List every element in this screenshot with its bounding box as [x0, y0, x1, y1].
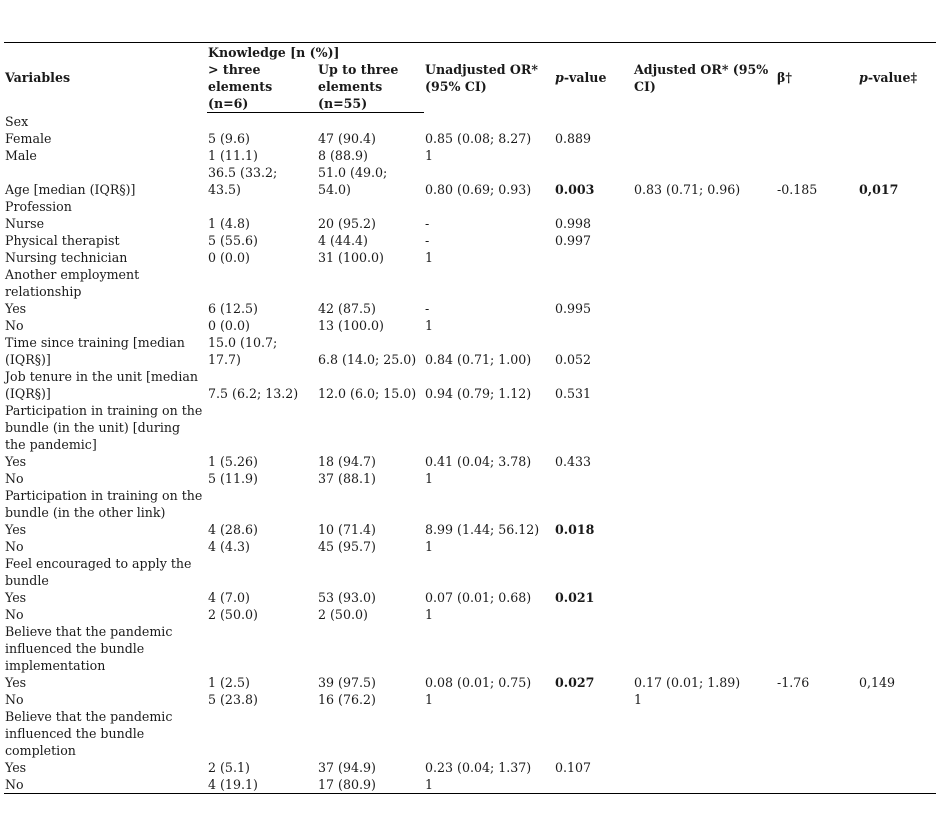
- cell-unadjusted-or: [424, 555, 554, 589]
- cell-unadjusted-or: -: [425, 215, 430, 231]
- cell-beta: [776, 113, 858, 130]
- cell-variable: Believe that the pandemic influenced the bundle completion: [5, 708, 173, 758]
- cell-p-value: 0.531: [555, 385, 592, 401]
- cell-beta: [776, 215, 858, 232]
- cell-p-value-adjusted: [858, 470, 936, 487]
- cell-up-to-three: 37 (94.9): [318, 759, 376, 775]
- table-row: [4, 623, 936, 674]
- cell-adjusted-or: 0.83 (0.71; 0.96): [634, 181, 741, 197]
- cell-adjusted-or: [633, 453, 776, 470]
- cell-p-value-adjusted: [858, 623, 936, 674]
- cell-p-value: 0.003: [555, 181, 595, 197]
- cell-gt-three: 1 (11.1): [208, 147, 258, 163]
- cell-unadjusted-or: 0.23 (0.04; 1.37): [425, 759, 532, 775]
- cell-p-value-adjusted: [858, 402, 936, 453]
- cell-adjusted-or: [633, 266, 776, 300]
- cell-p-value: [554, 776, 633, 794]
- cell-p-value: 0.995: [555, 300, 592, 316]
- cell-variable: Nursing technician: [5, 249, 128, 265]
- cell-gt-three: [207, 402, 317, 453]
- cell-gt-three: 1 (4.8): [208, 215, 250, 231]
- cell-up-to-three: [317, 623, 424, 674]
- cell-beta: [776, 759, 858, 776]
- table-row: [4, 776, 936, 794]
- cell-p-value-adjusted: [858, 232, 936, 249]
- cell-adjusted-or: [633, 623, 776, 674]
- cell-p-value: 0.107: [555, 759, 592, 775]
- cell-adjusted-or: 1: [634, 691, 643, 707]
- cell-unadjusted-or: 1: [425, 606, 434, 622]
- cell-beta: [776, 708, 858, 759]
- cell-gt-three: 4 (19.1): [207, 776, 317, 794]
- cell-p-value-adjusted: 0,017: [859, 181, 899, 197]
- cell-up-to-three: 13 (100.0): [318, 317, 384, 333]
- table-row: [4, 470, 936, 487]
- cell-variable: Profession: [5, 198, 72, 214]
- cell-unadjusted-or: 1: [425, 317, 434, 333]
- table-row: [4, 249, 936, 266]
- header-knowledge: Knowledge [n (%)]: [207, 43, 424, 62]
- cell-gt-three: 15.0 (10.7; 17.7): [208, 334, 278, 367]
- cell-p-value: 0.021: [555, 589, 595, 605]
- cell-adjusted-or: [633, 555, 776, 589]
- table-row: [4, 232, 936, 249]
- cell-beta: [776, 487, 858, 521]
- cell-variable: Participation in training on the bundle (in the other link): [5, 487, 203, 520]
- cell-up-to-three: [317, 555, 424, 589]
- cell-gt-three: 5 (9.6): [208, 130, 250, 146]
- cell-beta: [776, 300, 858, 317]
- cell-p-value: [554, 691, 633, 708]
- cell-beta: [776, 368, 858, 402]
- cell-beta: [776, 776, 858, 794]
- cell-beta: [776, 317, 858, 334]
- cell-up-to-three: 53 (93.0): [318, 589, 376, 605]
- cell-unadjusted-or: 1: [425, 538, 434, 554]
- table-row: [4, 113, 936, 130]
- cell-p-value-adjusted: [858, 759, 936, 776]
- cell-beta: [776, 402, 858, 453]
- cell-beta: [776, 334, 858, 368]
- table-row: [4, 691, 936, 708]
- cell-adjusted-or: [633, 470, 776, 487]
- cell-p-value-adjusted: [858, 266, 936, 300]
- cell-variable: No: [5, 470, 24, 486]
- cell-unadjusted-or: 1: [425, 470, 434, 486]
- cell-variable: Yes: [5, 674, 27, 690]
- cell-beta: [776, 266, 858, 300]
- cell-up-to-three: 17 (80.9): [317, 776, 424, 794]
- cell-unadjusted-or: 0.07 (0.01; 0.68): [425, 589, 532, 605]
- table-row: [4, 402, 936, 453]
- cell-variable: Physical therapist: [5, 232, 120, 248]
- cell-p-value-adjusted: [858, 130, 936, 147]
- cell-unadjusted-or: 1: [425, 691, 434, 707]
- header-p-value-suffix: -value: [563, 70, 607, 86]
- cell-gt-three: 2 (5.1): [208, 759, 250, 775]
- cell-variable: No: [5, 691, 24, 707]
- table-row: [4, 198, 936, 215]
- cell-p-value: [554, 708, 633, 759]
- cell-gt-three: 4 (7.0): [208, 589, 250, 605]
- cell-unadjusted-or: 0.41 (0.04; 3.78): [425, 453, 532, 469]
- cell-p-value: 0.433: [555, 453, 592, 469]
- cell-p-value-adjusted: [858, 113, 936, 130]
- cell-unadjusted-or: 1: [425, 249, 434, 265]
- cell-variable: Sex: [5, 113, 29, 129]
- cell-adjusted-or: [633, 334, 776, 368]
- cell-up-to-three: 6.8 (14.0; 25.0): [318, 351, 417, 367]
- cell-adjusted-or: [633, 130, 776, 147]
- cell-p-value-adjusted: [858, 147, 936, 164]
- header-up-to-three: Up to three elements (n=55): [317, 61, 424, 113]
- table-row: [4, 538, 936, 555]
- cell-up-to-three: 31 (100.0): [318, 249, 384, 265]
- cell-beta: [776, 453, 858, 470]
- cell-adjusted-or: [633, 521, 776, 538]
- cell-variable: No: [5, 606, 24, 622]
- cell-gt-three: [207, 266, 317, 300]
- cell-beta: [776, 538, 858, 555]
- cell-p-value: [554, 555, 633, 589]
- cell-p-value: 0.889: [555, 130, 592, 146]
- cell-p-value-adjusted: [858, 453, 936, 470]
- cell-beta: [776, 589, 858, 606]
- cell-unadjusted-or: 1: [424, 776, 554, 794]
- cell-gt-three: 4 (4.3): [208, 538, 250, 554]
- cell-p-value: [554, 538, 633, 555]
- cell-p-value: 0.027: [555, 674, 595, 690]
- cell-up-to-three: 42 (87.5): [318, 300, 376, 316]
- cell-beta: [776, 232, 858, 249]
- cell-unadjusted-or: [424, 402, 554, 453]
- cell-variable: No: [4, 776, 207, 794]
- cell-up-to-three: 20 (95.2): [318, 215, 376, 231]
- cell-up-to-three: 51.0 (49.0; 54.0): [318, 164, 388, 197]
- cell-p-value-adjusted: [858, 708, 936, 759]
- cell-p-value: 0.052: [555, 351, 592, 367]
- table-row: [4, 708, 936, 759]
- cell-gt-three: 5 (11.9): [208, 470, 258, 486]
- cell-adjusted-or: [633, 708, 776, 759]
- cell-variable: Another employment relationship: [5, 266, 140, 299]
- table-row: [4, 317, 936, 334]
- header-gt-three: > three elements (n=6): [207, 61, 317, 113]
- cell-variable: Participation in training on the bundle (in the unit) [during the pandemic]: [5, 402, 203, 452]
- cell-adjusted-or: [633, 538, 776, 555]
- cell-unadjusted-or: [424, 487, 554, 521]
- cell-gt-three: 7.5 (6.2; 13.2): [208, 385, 299, 401]
- cell-gt-three: 0 (0.0): [208, 249, 250, 265]
- cell-unadjusted-or: 0.85 (0.08; 8.27): [425, 130, 532, 146]
- cell-gt-three: 4 (28.6): [208, 521, 258, 537]
- cell-p-value-adjusted: [858, 317, 936, 334]
- cell-unadjusted-or: -: [425, 300, 430, 316]
- cell-p-value: [554, 198, 633, 215]
- cell-p-value: [554, 470, 633, 487]
- header-adjusted-or: Adjusted OR* (95% CI): [633, 43, 776, 113]
- cell-p-value-adjusted: [858, 487, 936, 521]
- header-p-value: [554, 43, 633, 113]
- cell-beta: -0.185: [777, 181, 818, 197]
- cell-p-value-adjusted: [858, 334, 936, 368]
- cell-p-value: 0.997: [555, 232, 592, 248]
- cell-up-to-three: 16 (76.2): [318, 691, 376, 707]
- header-beta: β†: [776, 43, 858, 113]
- cell-gt-three: 36.5 (33.2; 43.5): [208, 164, 278, 197]
- cell-up-to-three: 39 (97.5): [318, 674, 376, 690]
- cell-p-value-adjusted: [858, 606, 936, 623]
- table-row: [4, 300, 936, 317]
- cell-variable: Yes: [5, 521, 27, 537]
- cell-p-value: [554, 249, 633, 266]
- cell-p-value-adjusted: 0,149: [859, 674, 896, 690]
- cell-variable: Time since training [median (IQR§)]: [5, 334, 185, 367]
- cell-up-to-three: 45 (95.7): [318, 538, 376, 554]
- cell-adjusted-or: [633, 249, 776, 266]
- cell-adjusted-or: [633, 759, 776, 776]
- table-row: [4, 606, 936, 623]
- cell-p-value: [554, 402, 633, 453]
- header-p-value-adjusted: [858, 43, 936, 113]
- cell-variable: Feel encouraged to apply the bundle: [5, 555, 192, 588]
- table-row: [4, 555, 936, 589]
- cell-up-to-three: 8 (88.9): [318, 147, 368, 163]
- cell-beta: [776, 470, 858, 487]
- cell-beta: [776, 147, 858, 164]
- cell-unadjusted-or: 0.80 (0.69; 0.93): [425, 181, 532, 197]
- cell-unadjusted-or: -: [425, 232, 430, 248]
- cell-up-to-three: 2 (50.0): [318, 606, 368, 622]
- cell-gt-three: [207, 113, 317, 130]
- cell-variable: Age [median (IQR§)]: [5, 181, 136, 197]
- cell-up-to-three: [317, 113, 424, 130]
- cell-beta: -1.76: [777, 674, 810, 690]
- cell-unadjusted-or: 0.08 (0.01; 0.75): [425, 674, 532, 690]
- cell-up-to-three: [317, 266, 424, 300]
- cell-p-value-adjusted: [858, 249, 936, 266]
- cell-p-value-adjusted: [858, 300, 936, 317]
- header-unadjusted-or: Unadjusted OR* (95% CI): [424, 43, 554, 113]
- cell-up-to-three: 47 (90.4): [318, 130, 376, 146]
- cell-beta: [776, 623, 858, 674]
- cell-unadjusted-or: [424, 623, 554, 674]
- table-header: [4, 43, 936, 113]
- cell-gt-three: [207, 555, 317, 589]
- cell-adjusted-or: [633, 368, 776, 402]
- cell-beta: [776, 691, 858, 708]
- cell-gt-three: 6 (12.5): [208, 300, 258, 316]
- cell-up-to-three: 10 (71.4): [318, 521, 376, 537]
- cell-adjusted-or: [633, 232, 776, 249]
- cell-variable: No: [5, 317, 24, 333]
- cell-p-value-adjusted: [858, 538, 936, 555]
- cell-p-value-adjusted: [858, 368, 936, 402]
- header-p-value-adjusted-suffix: -value‡: [867, 70, 918, 86]
- cell-p-value: [554, 147, 633, 164]
- cell-unadjusted-or: [424, 113, 554, 130]
- cell-p-value-adjusted: [858, 215, 936, 232]
- cell-beta: [776, 606, 858, 623]
- cell-unadjusted-or: 0.94 (0.79; 1.12): [425, 385, 532, 401]
- cell-gt-three: [207, 708, 317, 759]
- cell-p-value: [554, 317, 633, 334]
- table-row: [4, 674, 936, 691]
- cell-up-to-three: 4 (44.4): [318, 232, 368, 248]
- table-row: [4, 334, 936, 368]
- cell-variable: No: [5, 538, 24, 554]
- header-variables: Variables: [4, 43, 207, 113]
- cell-p-value-adjusted: [858, 589, 936, 606]
- header-p-value-p: p: [555, 70, 564, 86]
- cell-gt-three: [207, 623, 317, 674]
- cell-gt-three: 1 (5.26): [208, 453, 258, 469]
- cell-beta: [776, 249, 858, 266]
- cell-up-to-three: 18 (94.7): [318, 453, 376, 469]
- cell-unadjusted-or: [424, 198, 554, 215]
- cell-variable: Job tenure in the unit [median (IQR§)]: [5, 368, 199, 401]
- table-row: [4, 215, 936, 232]
- cell-variable: Believe that the pandemic influenced the bundle implementation: [5, 623, 173, 673]
- cell-p-value: [554, 113, 633, 130]
- cell-p-value-adjusted: [858, 776, 936, 794]
- header-p-value-adjusted-p: p: [859, 70, 868, 86]
- cell-gt-three: [207, 198, 317, 215]
- cell-gt-three: 1 (2.5): [208, 674, 250, 690]
- cell-p-value: [554, 623, 633, 674]
- cell-up-to-three: [317, 708, 424, 759]
- cell-variable: Male: [5, 147, 37, 163]
- cell-adjusted-or: [633, 300, 776, 317]
- cell-up-to-three: [317, 198, 424, 215]
- cell-gt-three: [207, 487, 317, 521]
- cell-adjusted-or: [633, 147, 776, 164]
- cell-adjusted-or: [633, 198, 776, 215]
- cell-variable: Yes: [5, 300, 27, 316]
- cell-adjusted-or: [633, 402, 776, 453]
- cell-up-to-three: [317, 487, 424, 521]
- table-row: [4, 521, 936, 538]
- cell-variable: Nurse: [5, 215, 45, 231]
- cell-adjusted-or: 0.17 (0.01; 1.89): [634, 674, 741, 690]
- cell-adjusted-or: [633, 776, 776, 794]
- table-row: [4, 487, 936, 521]
- cell-variable: Yes: [5, 759, 27, 775]
- cell-variable: Yes: [5, 453, 27, 469]
- cell-adjusted-or: [633, 215, 776, 232]
- table-row: [4, 164, 936, 198]
- cell-p-value-adjusted: [858, 521, 936, 538]
- cell-adjusted-or: [633, 113, 776, 130]
- results-table: [4, 42, 936, 794]
- cell-adjusted-or: [633, 606, 776, 623]
- cell-beta: [776, 198, 858, 215]
- cell-up-to-three: 37 (88.1): [318, 470, 376, 486]
- table-row: [4, 266, 936, 300]
- cell-p-value: 0.018: [555, 521, 595, 537]
- cell-beta: [776, 555, 858, 589]
- table-row: [4, 147, 936, 164]
- table-row: [4, 759, 936, 776]
- table-row: [4, 453, 936, 470]
- cell-unadjusted-or: 1: [425, 147, 434, 163]
- cell-unadjusted-or: [424, 708, 554, 759]
- cell-adjusted-or: [633, 487, 776, 521]
- cell-variable: Female: [5, 130, 52, 146]
- cell-gt-three: 5 (55.6): [208, 232, 258, 248]
- cell-unadjusted-or: [424, 266, 554, 300]
- table-row: [4, 589, 936, 606]
- cell-adjusted-or: [633, 317, 776, 334]
- cell-beta: [776, 521, 858, 538]
- cell-gt-three: 5 (23.8): [208, 691, 258, 707]
- cell-p-value: [554, 487, 633, 521]
- table-row: [4, 368, 936, 402]
- cell-unadjusted-or: 0.84 (0.71; 1.00): [425, 351, 532, 367]
- table-row: [4, 130, 936, 147]
- cell-p-value: [554, 266, 633, 300]
- cell-unadjusted-or: 8.99 (1.44; 56.12): [425, 521, 540, 537]
- table-body: [4, 113, 936, 794]
- cell-p-value: [554, 606, 633, 623]
- cell-p-value: 0.998: [555, 215, 592, 231]
- cell-p-value-adjusted: [858, 555, 936, 589]
- cell-up-to-three: 12.0 (6.0; 15.0): [318, 385, 417, 401]
- cell-beta: [776, 130, 858, 147]
- cell-p-value-adjusted: [858, 198, 936, 215]
- cell-variable: Yes: [5, 589, 27, 605]
- cell-p-value-adjusted: [858, 691, 936, 708]
- cell-up-to-three: [317, 402, 424, 453]
- cell-gt-three: 2 (50.0): [208, 606, 258, 622]
- cell-adjusted-or: [633, 589, 776, 606]
- cell-gt-three: 0 (0.0): [208, 317, 250, 333]
